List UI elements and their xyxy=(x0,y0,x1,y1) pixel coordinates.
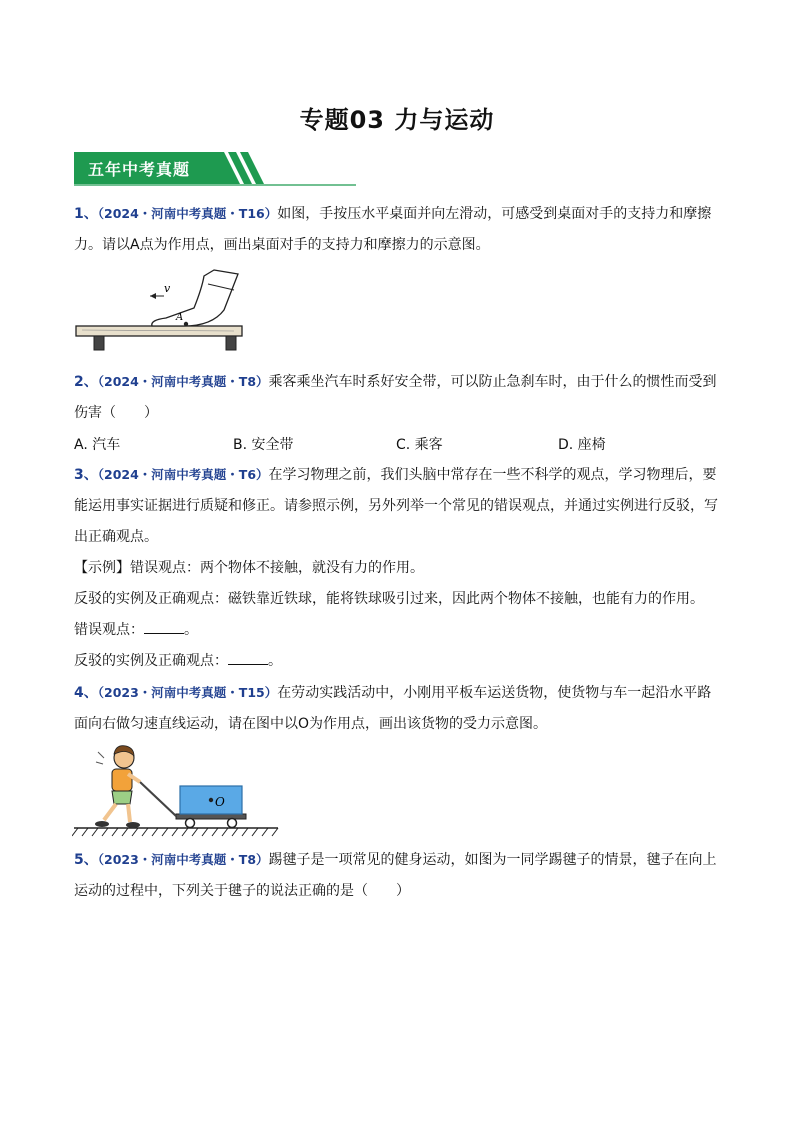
page-title: 专题03 力与运动 xyxy=(299,106,495,134)
q2-line2: 伤害（ ） xyxy=(74,405,158,421)
fig1-A-label: A xyxy=(176,312,184,323)
q5-line1: 踢毽子是一项常见的健身运动，如图为一同学踢毽子的情景，毽子在向上 xyxy=(268,852,717,868)
q4-text xyxy=(74,677,724,740)
q4-source: （2023・河南中考真题・T15） xyxy=(97,685,278,700)
q2-option-b[interactable]: B. 安全带 xyxy=(233,437,294,453)
q2-option-a[interactable]: A. 汽车 xyxy=(74,437,121,453)
q3-source: （2024・河南中考真题・T6） xyxy=(97,467,269,482)
point-A xyxy=(184,322,188,326)
q5-text xyxy=(74,844,724,907)
q2-option-d[interactable]: D. 座椅 xyxy=(558,437,606,453)
q3-wrong-blank[interactable] xyxy=(144,619,184,634)
q4-line2: 面向右做匀速直线运动，请在图中以O为作用点，画出该货物的受力示意图。 xyxy=(74,716,548,732)
fig1-v-label: v xyxy=(164,282,171,295)
q5-number: 5、 xyxy=(74,852,98,868)
q3-line2: 能运用事实证据进行质疑和修正。请参照示例，另外列举一个常见的错误观点，并通过实例进行反驳，写 xyxy=(74,498,718,514)
q3-rebuttal-blank[interactable] xyxy=(228,650,268,665)
hand-table-figure xyxy=(74,268,246,356)
q1-line1: 如图，手按压水平桌面并向左滑动，可感受到桌面对手的支持力和摩擦 xyxy=(277,206,712,222)
q3-rebuttal-label: 反驳的实例及正确观点： xyxy=(74,653,228,669)
q2-line1: 乘客乘坐汽车时系好安全带，可以防止急刹车时，由于什么的惯性而受到 xyxy=(268,374,717,390)
section-banner xyxy=(74,150,356,186)
cart-figure xyxy=(72,742,282,838)
q3-wrong-end: 。 xyxy=(184,622,198,638)
q3-line1: 在学习物理之前，我们头脑中常存在一些不科学的观点，学习物理后，要 xyxy=(268,467,717,483)
q3-wrong-label: 错误观点： xyxy=(74,622,144,638)
q2-option-c[interactable]: C. 乘客 xyxy=(396,437,443,453)
q4-line1: 在劳动实践活动中，小刚用平板车运送货物，使货物与车一起沿水平路 xyxy=(277,685,712,701)
q3-line3: 出正确观点。 xyxy=(74,529,158,545)
banner-label: 五年中考真题 xyxy=(88,160,191,179)
q3-text xyxy=(74,459,724,677)
q1-source: （2024・河南中考真题・T16） xyxy=(97,206,278,221)
q4-number: 4、 xyxy=(74,685,98,701)
q2-source: （2024・河南中考真题・T8） xyxy=(97,374,269,389)
q3-example: 【示例】错误观点：两个物体不接触，就没有力的作用。 xyxy=(74,560,424,576)
point-O xyxy=(209,798,213,802)
q3-rebuttal-end: 。 xyxy=(268,653,282,669)
q1-number: 1、 xyxy=(74,206,98,222)
q3-number: 3、 xyxy=(74,467,98,483)
q3-rebuttal-example: 反驳的实例及正确观点：磁铁靠近铁球，能将铁球吸引过来，因此两个物体不接触，也能有力的作用。 xyxy=(74,591,704,607)
q5-source: （2023・河南中考真题・T8） xyxy=(97,852,269,867)
fig4-O-label: O xyxy=(215,795,225,809)
q1-line2: 力。请以A点为作用点，画出桌面对手的支持力和摩擦力的示意图。 xyxy=(74,237,490,253)
q5-line2: 运动的过程中，下列关于毽子的说法正确的是（ ） xyxy=(74,883,410,899)
q2-number: 2、 xyxy=(74,374,98,390)
q1-text xyxy=(74,198,724,261)
q2-text xyxy=(74,366,724,429)
